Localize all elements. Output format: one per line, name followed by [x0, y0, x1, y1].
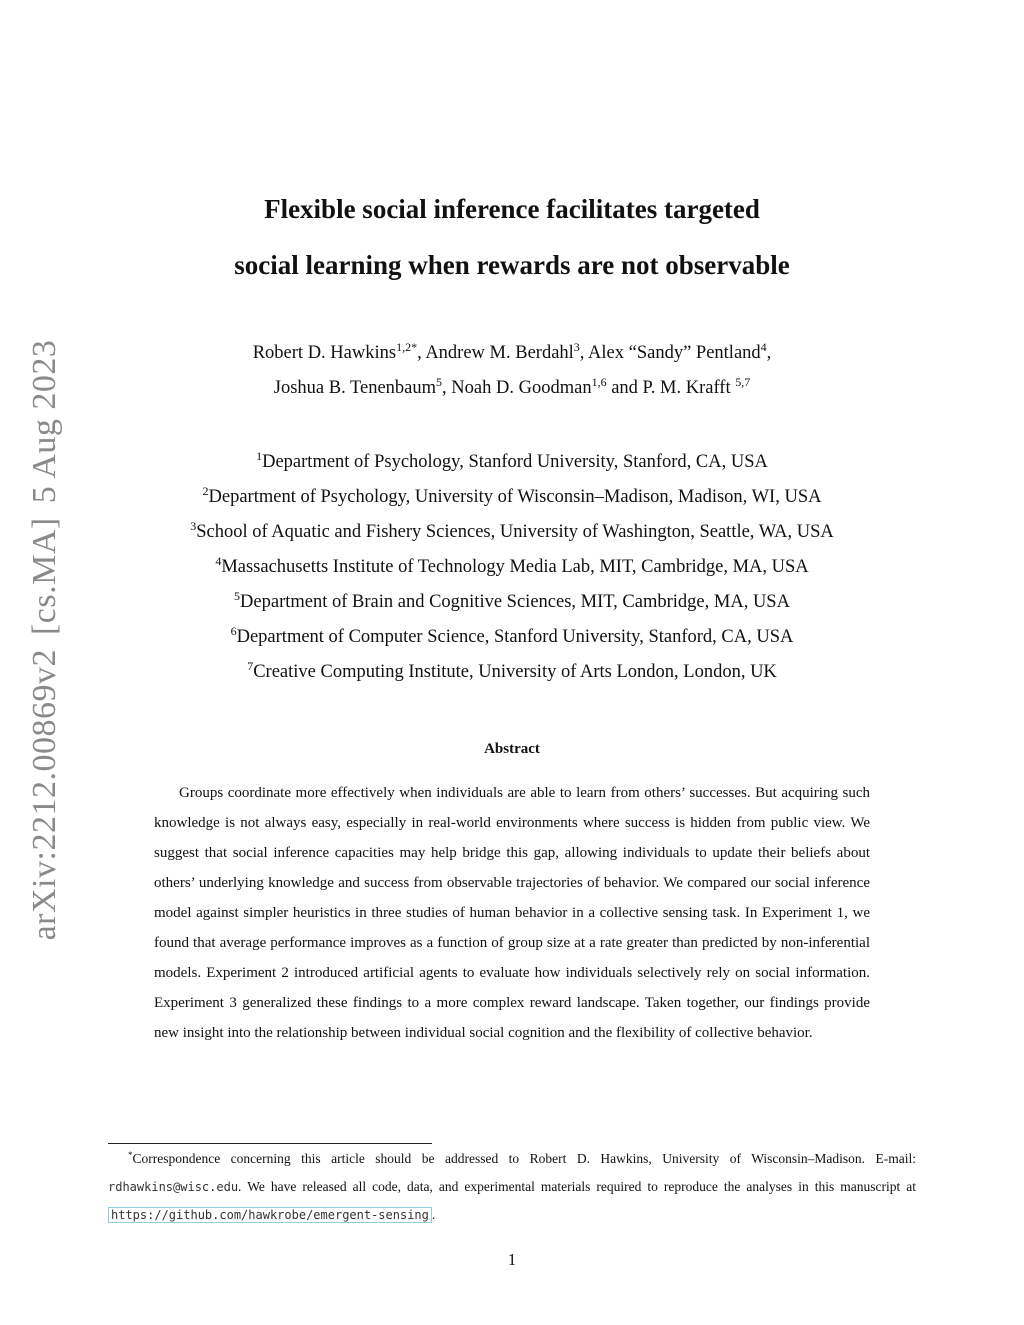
affiliation-text: School of Aquatic and Fishery Sciences, University of Washington, Seattle, WA, USA [196, 522, 834, 542]
affiliation-1 [0, 450, 1024, 474]
author-affiliation-marker: 1,2* [396, 340, 418, 354]
affiliation-text: Department of Computer Science, Stanford University, Stanford, CA, USA [236, 627, 794, 647]
author-affiliation-marker: 5 [436, 375, 443, 389]
affiliation-number: 5 [234, 589, 241, 603]
paper-title-line-1: Flexible social inference facilitates targeted [264, 194, 760, 224]
affiliation-number: 1 [256, 449, 263, 463]
author-affiliation-marker: 4 [760, 340, 767, 354]
abstract-heading: Abstract [484, 741, 540, 757]
author-affiliation-marker: 3 [573, 340, 580, 354]
affiliation-5 [0, 590, 1024, 614]
affiliation-text: Massachusetts Institute of Technology Media Lab, MIT, Cambridge, MA, USA [221, 557, 809, 577]
email-link[interactable]: rdhawkins@wisc.edu [108, 1180, 239, 1194]
footnote-divider [108, 1143, 432, 1144]
arxiv-id[interactable]: arXiv:2212.00869v2 [26, 649, 63, 941]
footnote-text: . We have released all code, data, and experimental materials required to reproduce the analyses in this manuscript at [238, 1179, 916, 1194]
paper-title-line-2: social learning when rewards are not observable [234, 250, 790, 280]
author-name: Robert D. Hawkins [252, 343, 397, 363]
author-name: Alex “Sandy” Pentland [588, 343, 761, 363]
github-link[interactable]: https://github.com/hawkrobe/emergent-sensing [108, 1207, 432, 1223]
author-line-2 [0, 376, 1024, 400]
affiliation-6 [0, 625, 1024, 649]
affiliation-number: 6 [230, 624, 237, 638]
footnote-text: . [431, 1207, 436, 1222]
footnote-text: Correspondence concerning this article should be addressed to Robert D. Hawkins, University of Wisconsin–Madison. E-mail: [132, 1151, 916, 1166]
correspondence-footnote [108, 1145, 916, 1229]
author-name: Noah D. Goodman [451, 378, 592, 398]
affiliation-text: Department of Psychology, Stanford University, Stanford, CA, USA [262, 452, 768, 472]
affiliation-text: Department of Psychology, University of Wisconsin–Madison, Madison, WI, USA [208, 487, 822, 507]
author-name: Joshua B. Tenenbaum [273, 378, 437, 398]
affiliation-number: 2 [202, 484, 209, 498]
author-name: Andrew M. Berdahl [425, 343, 574, 363]
affiliation-number: 3 [190, 519, 197, 533]
affiliation-number: 7 [247, 659, 254, 673]
affiliation-text: Department of Brain and Cognitive Sciences, MIT, Cambridge, MA, USA [240, 592, 790, 612]
footnote-marker: * [128, 1150, 133, 1160]
author-separator: , [579, 343, 589, 363]
affiliation-7 [0, 660, 1024, 684]
affiliation-number: 4 [215, 554, 222, 568]
affiliation-4 [0, 555, 1024, 579]
page-number: 1 [507, 1250, 517, 1269]
author-affiliation-marker: 1,6 [591, 375, 607, 389]
arxiv-category: [cs.MA] [26, 517, 63, 636]
author-separator: , [766, 343, 772, 363]
author-name: P. M. Krafft [642, 378, 731, 398]
affiliation-3 [0, 520, 1024, 544]
affiliation-text: Creative Computing Institute, University of Arts London, London, UK [253, 662, 777, 682]
author-separator: , [442, 378, 452, 398]
arxiv-date: 5 Aug 2023 [26, 339, 63, 504]
author-separator: and [606, 378, 643, 398]
affiliation-2 [0, 485, 1024, 509]
author-separator: , [417, 343, 426, 363]
author-line-1 [0, 341, 1024, 365]
author-affiliation-marker: 5,7 [735, 375, 751, 389]
abstract-body: Groups coordinate more effectively when individuals are able to learn from others’ successes. But acquiring such knowledge is not always easy, especially in real-world environments where success is hidden from public view. We suggest that social inference capacities may help bridge this gap, allowing individuals to update their beliefs about others’ underlying knowledge and success from observable trajectories of behavior. We compared our social inference model against simpler heuristics in three studies of human behavior in a collective sensing task. In Experiment 1, we found that average performance improves as a function of group size at a rate greater than predicted by non-inferential models. Experiment 2 introduced artificial agents to evaluate how individuals selectively rely on social information. Experiment 3 generalized these findings to a more complex reward landscape. Taken together, our findings provide new insight into the relationship between individual social cognition and the flexibility of collective behavior. [154, 785, 870, 1041]
